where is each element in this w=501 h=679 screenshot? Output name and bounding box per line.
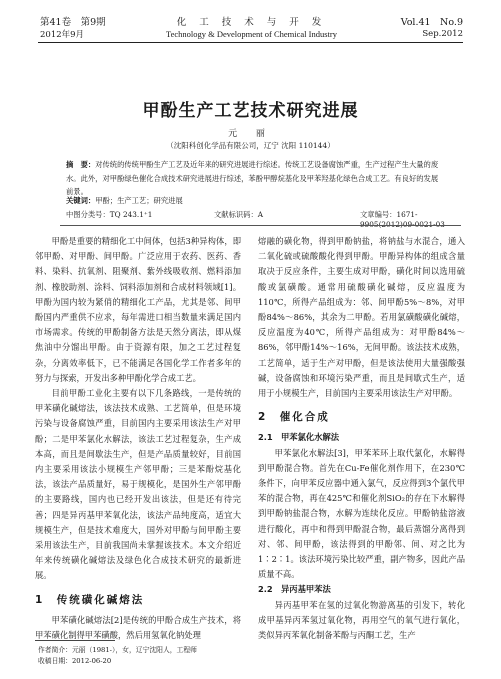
subsection-heading: 2.2 异丙基甲苯法 [258,584,331,595]
running-header-sub [40,28,463,40]
abstract-text: 对传统的传统甲酚生产工艺及近年来的研究进展进行综述。传统工艺设备腐蚀严重，生产过程产生大量的废水。此外，对甲酚绿色催化合成技术研究进展进行综述，苯酚甲醇烷基化及甲苯羟基化绿色合成工艺。有良好的发展前景。 [66,160,439,196]
body-paragraph: 甲苯磺化碱熔法[2]是传统的甲酚合成生产技术，将甲苯磺化制得甲苯磺酸，然后用氢氧化钠处理 [35,614,241,641]
volume-issue-en: Vol.41 No.9 [400,17,463,28]
author-affiliation: （沈阳科创化学品有限公司，辽宁 沈阳 110144） [166,141,335,150]
subsection-heading: 2.1 甲苯氯化水解法 [258,432,340,443]
body-paragraph: 目前甲酚工业化主要有以下几条路线，一是传统的甲苯磺化碱熔法，该法技术成熟、工艺简单，但是环境污染与设备腐蚀严重，目前国内主要采用该法生产对甲酚；二是甲苯氯化水解法，该法工艺过程复杂，生产成本高，而且是间歇法生产，但是产品质量较好，目前国内主要采用该法小规模生产邻甲酚；三是苯酚烷基化法，该法产品质量好，易于规模化，是国外生产邻甲酚的主要路线，国内也已经开发出该法，但是还有待完善；四是异丙基甲苯氧化法，该法产品纯度高，适宜大规模生产，但是技术难度大，国外对甲酚与间甲酚主要采用该法生产，目前我国尚未掌握该技术。本文介绍近年来传统磺化碱熔法及绿色化合成技术研究的最新进展。 [35,388,241,581]
journal-name-en: Technology & Development of Chemical Industry [165,29,338,39]
header-rule [38,42,463,43]
abstract-label: 摘 要： [66,160,96,169]
document-code: 文献标识码：A [214,210,264,219]
date-en: Sep.2012 [422,29,463,39]
right-column [258,234,465,643]
abstract [66,158,439,199]
volume-issue-cn: 第41卷 第9期 [40,17,106,28]
author-bio: 作者简介：元丽（1981-），女，辽宁沈阳人，工程师 [38,646,197,654]
section-heading: 2 催化合成 [258,411,330,424]
section-heading: 1 传统磺化碱熔法 [35,593,145,606]
article-title: 甲酚生产工艺技术研究进展 [142,101,359,121]
article-number: 文章编号：1671-9905(2012)09-0021-03 [360,210,445,229]
body-paragraph: 甲酚是重要的精细化工中间体，包括3种异构体，即邻甲酚、对甲酚、间甲酚。广泛应用于农药、医药、香料、染料、抗氧剂、阻聚剂、紫外线吸收剂、燃料添加剂、橡胶助剂、涂料、饲料添加剂和合成材料领域[1]。甲酚为国内较为紧俏的精细化工产品，尤其是邻、间甲酚国内严重供不应求，每年需进口相当数量来满足国内市场需求。传统的甲酚制备方法是天然分离法，即从煤焦油中分馏出甲酚。由于资源有限，加之工艺过程复杂，分离效率低下，已不能满足各国化学工作者多年的努力与探索，开发出多种甲酚化学合成工艺。 [35,236,241,383]
left-column [35,234,241,643]
keywords-label: 关键词： [66,196,96,205]
received-date: 收稿日期：2012-06-20 [38,657,112,665]
body-paragraph: 熔融的磺化物，得到甲酚钠盐，将钠盐与水混合，通入二氧化硫或硫酸酸化得到甲酚。甲酚异构体的组成含量取决于反应条件，主要生成对甲酚，磺化时间以选用硫酸或氯磺酸。通常用硫酸磺化碱熔，反应温度为110℃，所得产品组成为：邻、间甲酚5%～8%，对甲酚84%～86%，其余为二甲酚。若用氯磺酸磺化碱熔，反应温度为40℃，所得产品组成为：对甲酚84%～86%，邻甲酚14%～16%，无间甲酚。该法技术成熟，工艺简单，适于生产对甲酚，但是该法使用大量强酸强碱，设备腐蚀和环境污染严重，而且是间歇式生产，适用于小规模生产，目前国内主要采用该法生产对甲酚。 [258,236,465,399]
body-paragraph: 异丙基甲苯在氢的过氧化物游离基的引发下，转化成甲基异丙苯氢过氧化物，再用空气的氧气进行氧化，类似异丙苯氧化制备苯酚与丙酮工艺，生产 [258,599,465,641]
footnote-rule [35,640,115,641]
clc-number: 中图分类号：TQ 243.1⁺1 [66,210,153,219]
running-header [40,14,463,28]
date-cn: 2012年9月 [40,30,85,40]
author-name: 元 丽 [228,129,273,139]
classification-line [66,210,461,229]
classification-rule [60,225,461,226]
journal-name-cn: 化 工 技 术 与 开 发 [176,17,327,28]
keywords [66,196,439,206]
keywords-text: 甲酚；生产工艺；研究进展 [95,196,183,205]
body-paragraph: 甲苯氯化水解法[3]，甲苯苯环上取代氯化，水解得到甲酚混合物。首先在Cu-Fe催化剂作用下，在230℃条件下，向甲苯反应器中通入氯气，反应得到3个氯代甲苯的混合物，再在425℃和催化剂SiO₂的存在下水解得到甲酚钠盐混合物，水解为连续化反应。甲酚钠盐溶液进行酸化，再中和得到甲酚混合物，最后蒸馏分离得到对、邻、间甲酚，该法得到的甲酚邻、间、对之比为1∶2∶1。该法环境污染比较严重，副产物多，因此产品质量不高。 [258,447,465,580]
